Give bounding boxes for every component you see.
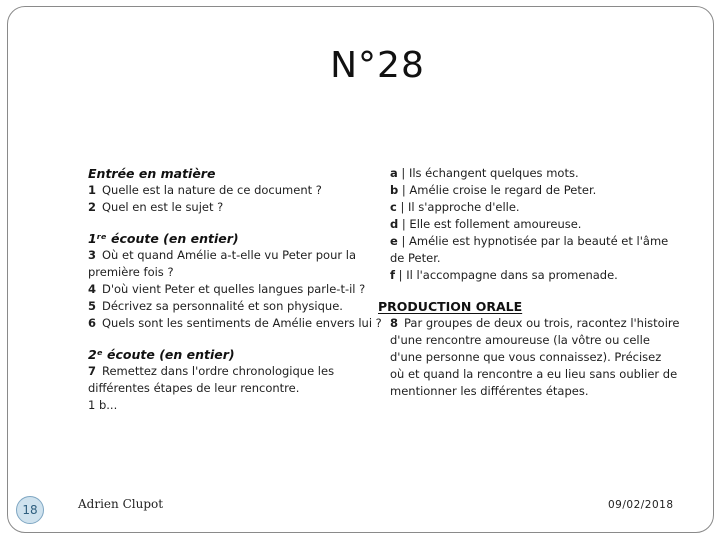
footer-date: 09/02/2018 xyxy=(608,499,674,511)
question-line: 3 Où et quand Amélie a-t-elle vu Peter pour la xyxy=(88,248,356,262)
chronology-item: f | Il l'accompagne dans sa promenade. xyxy=(390,268,618,282)
question-line: 1 b... xyxy=(88,398,118,412)
question-line: première fois ? xyxy=(88,265,174,279)
section-heading-intro: Entrée en matière xyxy=(88,166,216,181)
question-line: 7 Remettez dans l'ordre chronologique les xyxy=(88,364,335,378)
chronology-item: a | Ils échangent quelques mots. xyxy=(390,166,579,180)
question-line: 6 Quels sont les sentiments de Amélie envers lui ? xyxy=(88,316,382,330)
chronology-item: c | Il s'approche d'elle. xyxy=(390,200,520,214)
section-heading-second-listening: 2ᵉ écoute (en entier) xyxy=(88,347,235,362)
question-line: 5 Décrivez sa personnalité et son physique. xyxy=(88,299,343,313)
oral-instruction-line: 8 Par groupes de deux ou trois, racontez l'histoire xyxy=(390,316,680,330)
oral-instruction-line: d'une personne que vous connaissez). Précisez xyxy=(390,350,662,364)
exercise-right-column xyxy=(378,165,678,400)
question-line: 4 D'où vient Peter et quelles langues parle-t-il ? xyxy=(88,282,366,296)
chronology-item: d | Elle est follement amoureuse. xyxy=(390,217,582,231)
exercise-left-column xyxy=(88,165,382,414)
slide-number-badge: 18 xyxy=(16,496,44,524)
chronology-item: e | Amélie est hypnotisée par la beauté et l'âme xyxy=(390,234,669,248)
chronology-item: de Peter. xyxy=(390,251,441,265)
question-line: différentes étapes de leur rencontre. xyxy=(88,381,300,395)
chronology-item: b | Amélie croise le regard de Peter. xyxy=(390,183,597,197)
question-line: 1 Quelle est la nature de ce document ? xyxy=(88,183,322,197)
production-orale-heading: PRODUCTION ORALE xyxy=(378,299,523,314)
question-line: 2 Quel en est le sujet ? xyxy=(88,200,224,214)
section-heading-first-listening: 1ʳᵉ écoute (en entier) xyxy=(88,231,239,246)
oral-instruction-line: mentionner les différentes étapes. xyxy=(390,384,589,398)
oral-instruction-line: où et quand la rencontre a eu lieu sans oublier de xyxy=(390,367,678,381)
oral-instruction-line: d'une rencontre amoureuse (la vôtre ou celle xyxy=(390,333,650,347)
footer-author: Adrien Clupot xyxy=(78,497,164,511)
slide-title: N°28 xyxy=(330,45,425,86)
